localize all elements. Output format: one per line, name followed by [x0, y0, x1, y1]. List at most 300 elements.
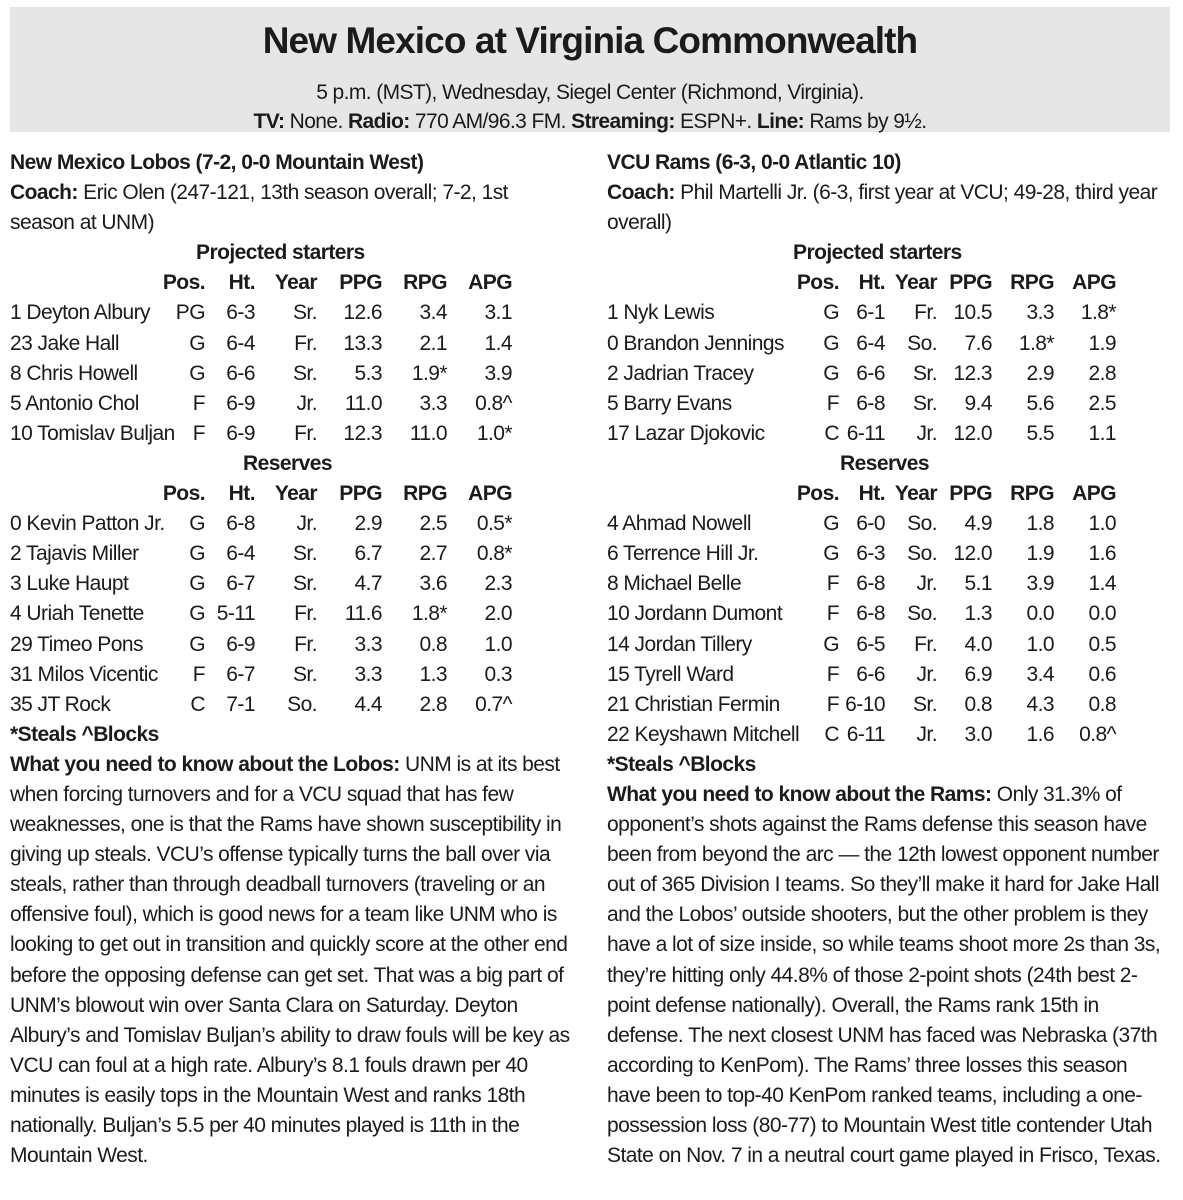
player-ppg: 11.6: [344, 602, 382, 626]
player-apg: 3.9: [484, 361, 512, 385]
player-rpg: 1.8*: [411, 602, 447, 626]
player-name: [607, 389, 839, 419]
player-apg: 0.5*: [476, 512, 512, 536]
player-pos-text: G: [823, 361, 839, 385]
player-apg: 0.7^: [475, 692, 512, 716]
player-apg: 0.3: [484, 662, 512, 686]
player-pos-text: F: [192, 391, 205, 415]
player-height: 6-3: [856, 542, 885, 566]
player-height: 6-0: [856, 512, 885, 536]
player-rpg: 3.4: [1026, 662, 1054, 686]
player-row: [607, 690, 1172, 720]
rpg-header: RPG: [1010, 482, 1054, 506]
player-name: [607, 419, 839, 449]
player-rpg: 1.8*: [1018, 331, 1054, 355]
player-ppg: 3.3: [354, 632, 382, 656]
player-pos-text: C: [824, 722, 839, 746]
player-year: So.: [907, 602, 937, 626]
ht-header: Ht.: [228, 271, 255, 295]
unm-notes: *Steals ^Blocks: [10, 722, 159, 746]
player-name-text: 2 Tajavis Miller: [10, 542, 139, 566]
player-row: [607, 539, 1172, 569]
player-rpg: 3.3: [419, 391, 447, 415]
player-height: 6-8: [856, 602, 885, 626]
vcu-know-text: Only 31.3% of opponent’s shots against the Rams defense this season have been from beyond the arc — the 12th lowest opponent number out of 365 Division I teams. So they’ll make it hard for Jake Hall and the Lobos’ outside shooters, but the other problem is they have a lot of size inside, so while teams shoot more 2s than 3s, they’re hitting only 44.8% of those 2-point shots (24th best 2-point defense nationally). Overall, the Rams rank 15th in defense. The next closest UNM has faced was Nebraska (37th according to KenPom). The Rams’ three losses this season have been to top-40 KenPom ranked teams, including a one-possession loss (80-77) to Mountain West title contender Utah State on Nov. 7 in a neutral court game played in Frisco, Texas.: [607, 782, 1161, 1168]
player-apg: 0.0: [1088, 602, 1116, 626]
unm-column: [10, 148, 575, 1171]
player-pos-text: F: [826, 692, 839, 716]
vcu-team-title: VCU Rams (6-3, 0-0 Atlantic 10): [607, 151, 901, 174]
row-spacer: [512, 690, 575, 720]
pos-header: Pos.: [162, 482, 205, 506]
player-rpg: 2.9: [1026, 361, 1054, 385]
player-year: Sr.: [912, 692, 937, 716]
player-year: Sr.: [912, 391, 937, 415]
player-name: [607, 329, 839, 359]
player-rpg: 11.0: [409, 421, 447, 445]
row-spacer: [1116, 509, 1172, 539]
player-rpg: 0.0: [1026, 602, 1054, 626]
vcu-reserves-title: Reserves: [840, 451, 930, 475]
tv-value: None.: [284, 110, 348, 133]
player-apg: 1.6: [1088, 542, 1116, 566]
player-pos-text: G: [189, 542, 205, 566]
player-pos-text: G: [189, 632, 205, 656]
unm-starters-rows: [10, 298, 575, 448]
player-ppg: 12.3: [953, 361, 992, 385]
line-label: Line:: [756, 110, 805, 133]
player-name-text: 10 Tomislav Buljan: [10, 421, 175, 445]
player-rpg: 1.9: [1026, 542, 1054, 566]
player-pos-text: G: [823, 301, 839, 325]
player-name: [10, 359, 205, 389]
player-year: Jr.: [916, 722, 937, 746]
radio-label: Radio:: [347, 110, 410, 133]
player-apg: 1.4: [484, 331, 512, 355]
player-row: [607, 359, 1172, 389]
player-rpg: 2.7: [419, 542, 447, 566]
ht-header: Ht.: [858, 482, 885, 506]
player-name-text: 1 Deyton Albury: [10, 301, 151, 325]
player-rpg: 2.8: [419, 692, 447, 716]
pos-header: Pos.: [162, 271, 205, 295]
row-spacer: [1116, 630, 1172, 660]
game-time-venue: 5 p.m. (MST), Wednesday, Siegel Center (Richmond, Virginia).: [316, 81, 864, 104]
player-rpg: 3.4: [419, 301, 447, 325]
vcu-starters-header: [607, 268, 1172, 298]
year-header: Year: [274, 271, 317, 295]
player-name: [10, 298, 205, 328]
player-row: [10, 599, 575, 629]
row-spacer: [1116, 569, 1172, 599]
player-pos-text: F: [826, 391, 839, 415]
player-ppg: 4.0: [964, 632, 992, 656]
player-name-text: 17 Lazar Djokovic: [607, 421, 765, 445]
player-year: Jr.: [916, 421, 937, 445]
player-row: [607, 419, 1172, 449]
player-row: [607, 599, 1172, 629]
player-pos-text: G: [189, 512, 205, 536]
player-name-text: 15 Tyrell Ward: [607, 662, 734, 686]
ht-header: Ht.: [228, 482, 255, 506]
player-rpg: 2.1: [419, 331, 447, 355]
player-year: So.: [907, 331, 937, 355]
player-row: [607, 329, 1172, 359]
player-name: [10, 509, 205, 539]
player-ppg: 3.0: [964, 722, 992, 746]
player-name: [607, 630, 839, 660]
player-ppg: 4.4: [354, 692, 382, 716]
player-name-text: 23 Jake Hall: [10, 331, 119, 355]
player-apg: 2.8: [1088, 361, 1116, 385]
vcu-column: [607, 148, 1172, 1171]
apg-header: APG: [1072, 271, 1116, 295]
row-spacer: [1116, 660, 1172, 690]
player-ppg: 4.9: [964, 512, 992, 536]
player-year: Jr.: [296, 391, 317, 415]
player-pos-text: G: [823, 632, 839, 656]
player-height: 6-4: [856, 331, 885, 355]
player-name: [10, 419, 205, 449]
row-spacer: [1116, 599, 1172, 629]
ppg-header: PPG: [339, 271, 382, 295]
player-year: Sr.: [292, 662, 317, 686]
pos-header: Pos.: [796, 482, 839, 506]
player-height: 6-9: [226, 632, 255, 656]
player-ppg: 5.3: [354, 361, 382, 385]
row-spacer: [512, 298, 575, 328]
player-apg: 1.0: [484, 632, 512, 656]
unm-what-to-know: [10, 750, 575, 1171]
player-pos-text: C: [190, 692, 205, 716]
row-spacer: [1116, 539, 1172, 569]
player-name-text: 5 Barry Evans: [607, 391, 732, 415]
vcu-coach: [607, 178, 1172, 238]
player-height: 6-6: [226, 361, 255, 385]
player-rpg: 1.8: [1026, 512, 1054, 536]
player-row: [10, 539, 575, 569]
player-apg: 1.9: [1088, 331, 1116, 355]
player-row: [607, 660, 1172, 690]
vcu-reserves-header: [607, 479, 1172, 509]
vcu-stats-table: [607, 238, 1172, 750]
player-height: 6-6: [856, 662, 885, 686]
player-pos-text: F: [192, 662, 205, 686]
player-height: 6-6: [856, 361, 885, 385]
ht-header: Ht.: [858, 271, 885, 295]
player-apg: 1.8*: [1080, 301, 1116, 325]
player-row: [607, 720, 1172, 750]
rpg-header: RPG: [403, 482, 447, 506]
player-row: [607, 298, 1172, 328]
player-row: [10, 630, 575, 660]
unm-reserves-header: [10, 479, 575, 509]
vcu-know-label: What you need to know about the Rams:: [607, 782, 992, 806]
player-apg: 0.8^: [1079, 722, 1116, 746]
player-name-text: 8 Chris Howell: [10, 361, 138, 385]
player-ppg: 5.1: [964, 572, 992, 596]
row-spacer: [512, 539, 575, 569]
ppg-header: PPG: [339, 482, 382, 506]
player-name-text: 0 Brandon Jennings: [607, 331, 784, 355]
unm-team-title: New Mexico Lobos (7-2, 0-0 Mountain West): [10, 151, 424, 174]
row-spacer: [512, 329, 575, 359]
player-pos-text: G: [189, 602, 205, 626]
player-year: Sr.: [292, 301, 317, 325]
streaming-value: ESPN+.: [674, 110, 757, 133]
player-ppg: 2.9: [354, 512, 382, 536]
vcu-what-to-know: [607, 780, 1172, 1171]
player-pos-text: F: [826, 662, 839, 686]
line-value: Rams by 9½.: [804, 110, 927, 133]
player-name-text: 35 JT Rock: [10, 692, 111, 716]
player-row: [607, 630, 1172, 660]
row-spacer: [512, 419, 575, 449]
unm-know-text: UNM is at its best when forcing turnovers and for a VCU squad that has few weaknesses, one is that the Rams have shown susceptibility in giving up steals. VCU’s offense typically turns the ball over via steals, rather than through deadball turnovers (traveling or an offensive foul), which is good news for a team like UNM who is looking to get out in transition and quickly score at the other end before the opposing defense can get set. That was a big part of UNM’s blowout win over Santa Clara on Saturday. Deyton Albury’s and Tomislav Buljan’s ability to draw fouls will be key as VCU can foul at a high rate. Albury’s 8.1 fouls drawn per 40 minutes is easily tops in the Mountain West and ranks 18th nationally. Buljan’s 5.5 per 40 minutes played is 11th in the Mountain West.: [10, 752, 570, 1168]
player-rpg: 3.9: [1026, 572, 1054, 596]
row-spacer: [1116, 329, 1172, 359]
player-apg: 0.8*: [476, 542, 512, 566]
unm-know-label: What you need to know about the Lobos:: [10, 752, 400, 776]
player-year: Fr.: [294, 421, 317, 445]
ppg-header: PPG: [949, 482, 992, 506]
player-name-text: 4 Ahmad Nowell: [607, 512, 752, 536]
player-ppg: 1.3: [964, 602, 992, 626]
player-ppg: 12.0: [953, 421, 992, 445]
apg-header: APG: [1072, 482, 1116, 506]
row-spacer: [512, 359, 575, 389]
unm-starters-title: Projected starters: [196, 241, 365, 265]
player-apg: 0.8^: [475, 391, 512, 415]
vcu-notes: *Steals ^Blocks: [607, 752, 756, 776]
player-year: Fr.: [914, 301, 937, 325]
rpg-header: RPG: [403, 271, 447, 295]
player-year: So.: [907, 542, 937, 566]
player-apg: 1.0: [1088, 512, 1116, 536]
unm-coach-label: Coach:: [10, 181, 78, 205]
rpg-header: RPG: [1010, 271, 1054, 295]
player-ppg: 4.7: [354, 572, 382, 596]
player-pos-text: G: [189, 331, 205, 355]
player-name: [607, 539, 839, 569]
unm-starters-header: [10, 268, 575, 298]
unm-reserves-title: Reserves: [243, 451, 333, 475]
player-rpg: 1.6: [1026, 722, 1054, 746]
player-rpg: 3.6: [419, 572, 447, 596]
player-name-text: 29 Timeo Pons: [10, 632, 143, 656]
player-name-text: 10 Jordann Dumont: [607, 602, 783, 626]
streaming-label: Streaming:: [571, 110, 675, 133]
player-rpg: 5.6: [1026, 391, 1054, 415]
player-name-text: 21 Christian Fermin: [607, 692, 780, 716]
player-rpg: 1.9*: [411, 361, 447, 385]
vcu-reserves-rows: [607, 509, 1172, 750]
player-ppg: 12.0: [953, 542, 992, 566]
player-height: 6-8: [856, 391, 885, 415]
player-rpg: 1.0: [1026, 632, 1054, 656]
player-ppg: 12.6: [343, 301, 382, 325]
player-year: Fr.: [294, 331, 317, 355]
player-height: 6-4: [226, 331, 255, 355]
broadcast-info: [10, 107, 1170, 136]
player-height: 6-11: [846, 722, 885, 746]
player-apg: 1.0*: [476, 421, 512, 445]
player-apg: 2.5: [1088, 391, 1116, 415]
player-apg: 0.5: [1088, 632, 1116, 656]
player-name: [607, 298, 839, 328]
player-height: 6-7: [226, 572, 255, 596]
player-name: [607, 690, 839, 720]
player-height: 6-7: [226, 662, 255, 686]
player-height: 6-9: [226, 421, 255, 445]
player-pos-text: G: [189, 572, 205, 596]
row-spacer: [512, 630, 575, 660]
year-header: Year: [274, 482, 317, 506]
player-row: [10, 660, 575, 690]
player-name: [607, 660, 839, 690]
player-name-text: 1 Nyk Lewis: [607, 301, 715, 325]
player-row: [10, 419, 575, 449]
row-spacer: [512, 569, 575, 599]
player-pos-text: G: [823, 512, 839, 536]
row-spacer: [1116, 298, 1172, 328]
player-row: [10, 389, 575, 419]
player-year: So.: [907, 512, 937, 536]
player-apg: 3.1: [484, 301, 512, 325]
player-pos-text: F: [192, 421, 205, 445]
player-pos-text: C: [824, 421, 839, 445]
row-spacer: [512, 599, 575, 629]
player-ppg: 3.3: [354, 662, 382, 686]
player-rpg: 5.5: [1026, 421, 1054, 445]
unm-reserves-rows: [10, 509, 575, 720]
player-row: [607, 569, 1172, 599]
apg-header: APG: [468, 482, 512, 506]
year-header: Year: [894, 482, 937, 506]
player-name-text: 3 Luke Haupt: [10, 572, 129, 596]
player-name: [10, 690, 205, 720]
player-name: [10, 599, 205, 629]
tv-label: TV:: [253, 110, 285, 133]
player-height: 6-8: [856, 572, 885, 596]
game-header: [10, 7, 1170, 132]
player-rpg: 4.3: [1026, 692, 1054, 716]
player-apg: 0.8: [1088, 692, 1116, 716]
player-year: Sr.: [912, 361, 937, 385]
player-year: Fr.: [294, 602, 317, 626]
player-row: [10, 509, 575, 539]
unm-stats-table: [10, 238, 575, 720]
player-name-text: 31 Milos Vicentic: [10, 662, 158, 686]
vcu-coach-text: Phil Martelli Jr. (6-3, first year at VCU; 49-28, third year overall): [607, 181, 1158, 235]
player-name: [607, 599, 839, 629]
row-spacer: [1116, 419, 1172, 449]
player-row: [607, 389, 1172, 419]
player-year: Fr.: [294, 632, 317, 656]
player-ppg: 7.6: [964, 331, 992, 355]
player-height: 6-11: [846, 421, 885, 445]
player-ppg: 6.9: [964, 662, 992, 686]
player-height: 6-9: [226, 391, 255, 415]
apg-header: APG: [468, 271, 512, 295]
unm-coach-text: Eric Olen (247-121, 13th season overall; 7-2, 1st season at UNM): [10, 181, 508, 235]
player-apg: 0.6: [1088, 662, 1116, 686]
player-year: Sr.: [292, 542, 317, 566]
vcu-coach-label: Coach:: [607, 181, 675, 205]
player-pos-text: PG: [175, 301, 205, 325]
player-height: 5-11: [216, 602, 255, 626]
player-year: Sr.: [292, 572, 317, 596]
player-name: [10, 389, 205, 419]
player-ppg: 11.0: [344, 391, 382, 415]
player-apg: 2.0: [484, 602, 512, 626]
player-name-text: 0 Kevin Patton Jr.: [10, 512, 165, 536]
player-row: [10, 690, 575, 720]
player-year: Sr.: [292, 361, 317, 385]
player-rpg: 2.5: [419, 512, 447, 536]
radio-value: 770 AM/96.3 FM.: [409, 110, 572, 133]
player-ppg: 0.8: [964, 692, 992, 716]
player-pos-text: G: [189, 361, 205, 385]
ppg-header: PPG: [949, 271, 992, 295]
player-name: [10, 630, 205, 660]
player-height: 6-5: [856, 632, 885, 656]
player-name-text: 4 Uriah Tenette: [10, 602, 144, 626]
player-ppg: 12.3: [343, 421, 382, 445]
game-title: New Mexico at Virginia Commonwealth: [262, 20, 918, 61]
player-height: 6-10: [845, 692, 885, 716]
vcu-starters-rows: [607, 298, 1172, 448]
player-pos-text: G: [823, 542, 839, 566]
player-ppg: 6.7: [354, 542, 382, 566]
row-spacer: [1116, 389, 1172, 419]
player-name-text: 22 Keyshawn Mitchell: [607, 722, 800, 746]
player-row: [10, 298, 575, 328]
player-name: [10, 539, 205, 569]
player-height: 6-1: [856, 301, 885, 325]
player-name-text: 6 Terrence Hill Jr.: [607, 542, 759, 566]
player-year: Jr.: [916, 662, 937, 686]
player-row: [10, 329, 575, 359]
player-row: [10, 569, 575, 599]
player-rpg: 3.3: [1026, 301, 1054, 325]
unm-coach: [10, 178, 575, 238]
row-spacer: [1116, 720, 1172, 750]
player-name: [607, 569, 839, 599]
player-year: Jr.: [296, 512, 317, 536]
pos-header: Pos.: [796, 271, 839, 295]
player-height: 6-8: [226, 512, 255, 536]
row-spacer: [512, 389, 575, 419]
player-pos-text: F: [826, 572, 839, 596]
row-spacer: [512, 509, 575, 539]
player-height: 6-4: [226, 542, 255, 566]
player-name-text: 5 Antonio Chol: [10, 391, 139, 415]
player-height: 7-1: [226, 692, 255, 716]
player-name: [10, 329, 205, 359]
player-name-text: 14 Jordan Tillery: [607, 632, 752, 656]
player-ppg: 9.4: [964, 391, 992, 415]
player-rpg: 1.3: [419, 662, 447, 686]
player-ppg: 13.3: [343, 331, 382, 355]
player-row: [607, 509, 1172, 539]
player-ppg: 10.5: [953, 301, 992, 325]
vcu-starters-title: Projected starters: [793, 241, 962, 265]
player-year: Jr.: [916, 572, 937, 596]
row-spacer: [1116, 359, 1172, 389]
player-name: [607, 720, 839, 750]
player-year: So.: [287, 692, 317, 716]
